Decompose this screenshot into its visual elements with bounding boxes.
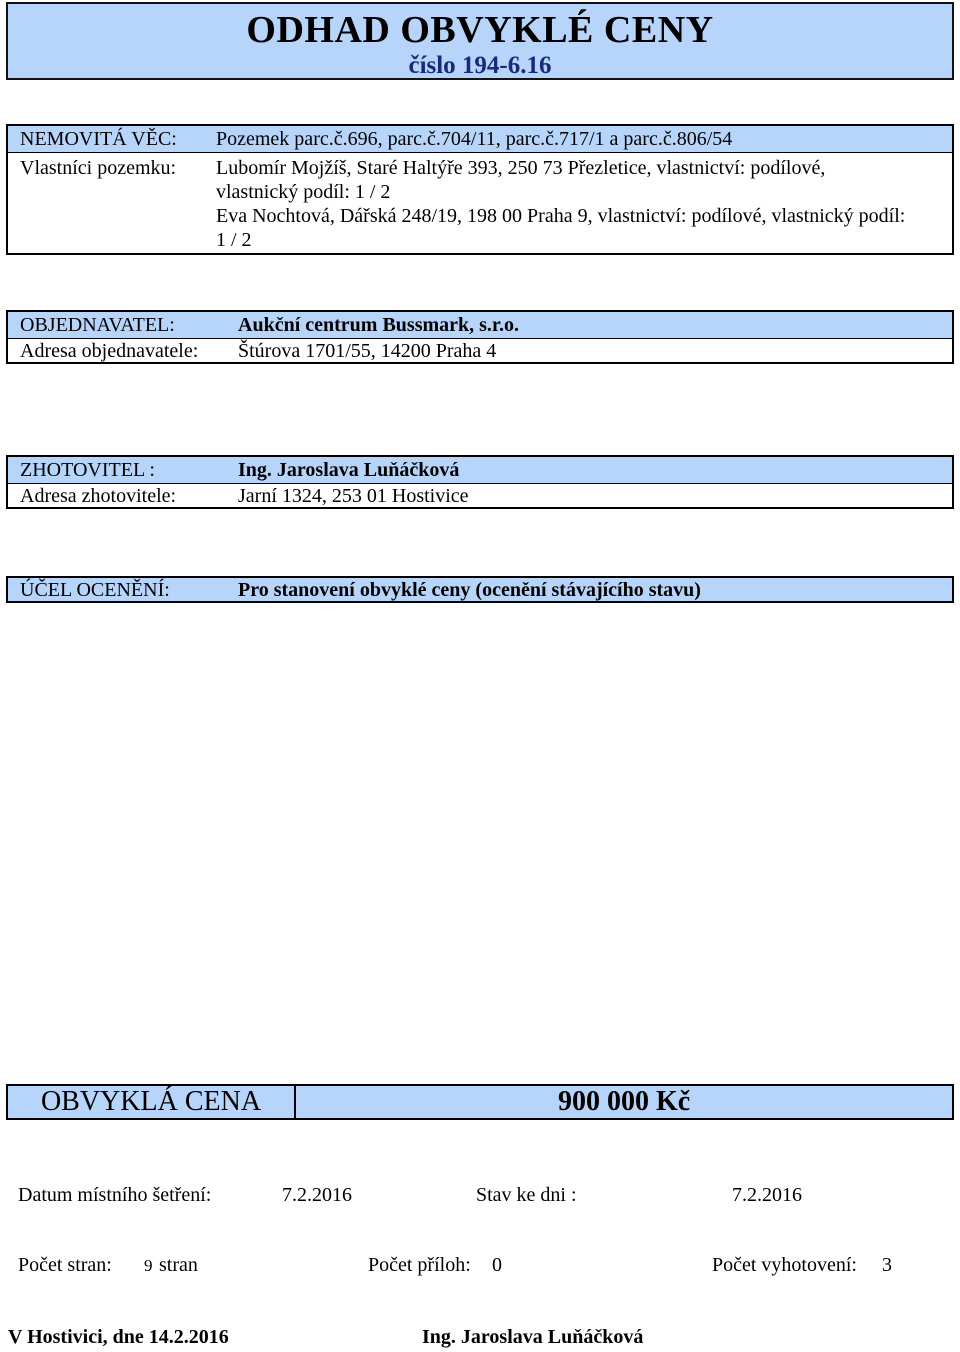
pages-count-unit: stran [159, 1254, 198, 1276]
purpose-label: ÚČEL OCENĚNÍ: [20, 579, 170, 601]
price-label: OBVYKLÁ CENA [40, 1086, 262, 1117]
price-value: 900 000 Kč [558, 1086, 691, 1117]
owner1-line2: vlastnický podíl: 1 / 2 [216, 181, 391, 203]
place-and-date: V Hostivici, dne 14.2.2016 [8, 1326, 229, 1348]
pages-count-label: Počet stran: [18, 1254, 112, 1276]
owner2-line1: Eva Nochtová, Dářská 248/19, 198 00 Praha 9, vlastnictví: podílové, vlastnický podíl: [216, 205, 906, 227]
purpose-value: Pro stanovení obvyklé ceny (ocenění stávajícího stavu) [238, 579, 701, 601]
contractor-section [6, 455, 954, 509]
client-address: Štúrova 1701/55, 14200 Praha 4 [238, 340, 497, 362]
document-title: ODHAD OBVYKLÉ CENY [246, 9, 714, 51]
signature-name: Ing. Jaroslava Luňáčková [422, 1326, 644, 1348]
owners-label: Vlastníci pozemku: [20, 157, 177, 179]
contractor-label: ZHOTOVITEL : [20, 459, 155, 481]
contractor-address: Jarní 1324, 253 01 Hostivice [238, 485, 469, 507]
document-title-box [6, 2, 954, 80]
property-section [6, 124, 954, 255]
survey-date-label: Datum místního šetření: [18, 1184, 212, 1206]
state-date-label: Stav ke dni : [476, 1184, 577, 1206]
state-date-value: 7.2.2016 [732, 1184, 802, 1206]
attachments-count-value: 0 [492, 1254, 502, 1276]
client-name: Aukční centrum Bussmark, s.r.o. [238, 314, 519, 336]
client-label: OBJEDNAVATEL: [20, 314, 175, 336]
copies-count-value: 3 [882, 1254, 892, 1276]
document-number: číslo 194-6.16 [408, 52, 552, 79]
property-label: NEMOVITÁ VĚC: [20, 128, 177, 150]
price-section [6, 1084, 954, 1120]
client-address-label: Adresa objednavatele: [20, 340, 199, 362]
survey-date-value: 7.2.2016 [282, 1184, 352, 1206]
contractor-address-label: Adresa zhotovitele: [20, 485, 177, 507]
client-header-row [8, 312, 952, 339]
owner2-line2: 1 / 2 [216, 229, 252, 251]
contractor-name: Ing. Jaroslava Luňáčková [238, 459, 460, 481]
copies-count-label: Počet vyhotovení: [712, 1254, 857, 1276]
price-label-cell [8, 1086, 296, 1118]
purpose-section [6, 576, 954, 603]
pages-count-value: 9 [144, 1256, 153, 1275]
client-section [6, 310, 954, 364]
attachments-count-label: Počet příloh: [368, 1254, 471, 1276]
property-value: Pozemek parc.č.696, parc.č.704/11, parc.č.717/1 a parc.č.806/54 [216, 128, 733, 150]
property-header-row [8, 126, 952, 153]
owner1-line1: Lubomír Mojžíš, Staré Haltýře 393, 250 73 Přezletice, vlastnictví: podílové, [216, 157, 826, 179]
contractor-header-row [8, 457, 952, 484]
